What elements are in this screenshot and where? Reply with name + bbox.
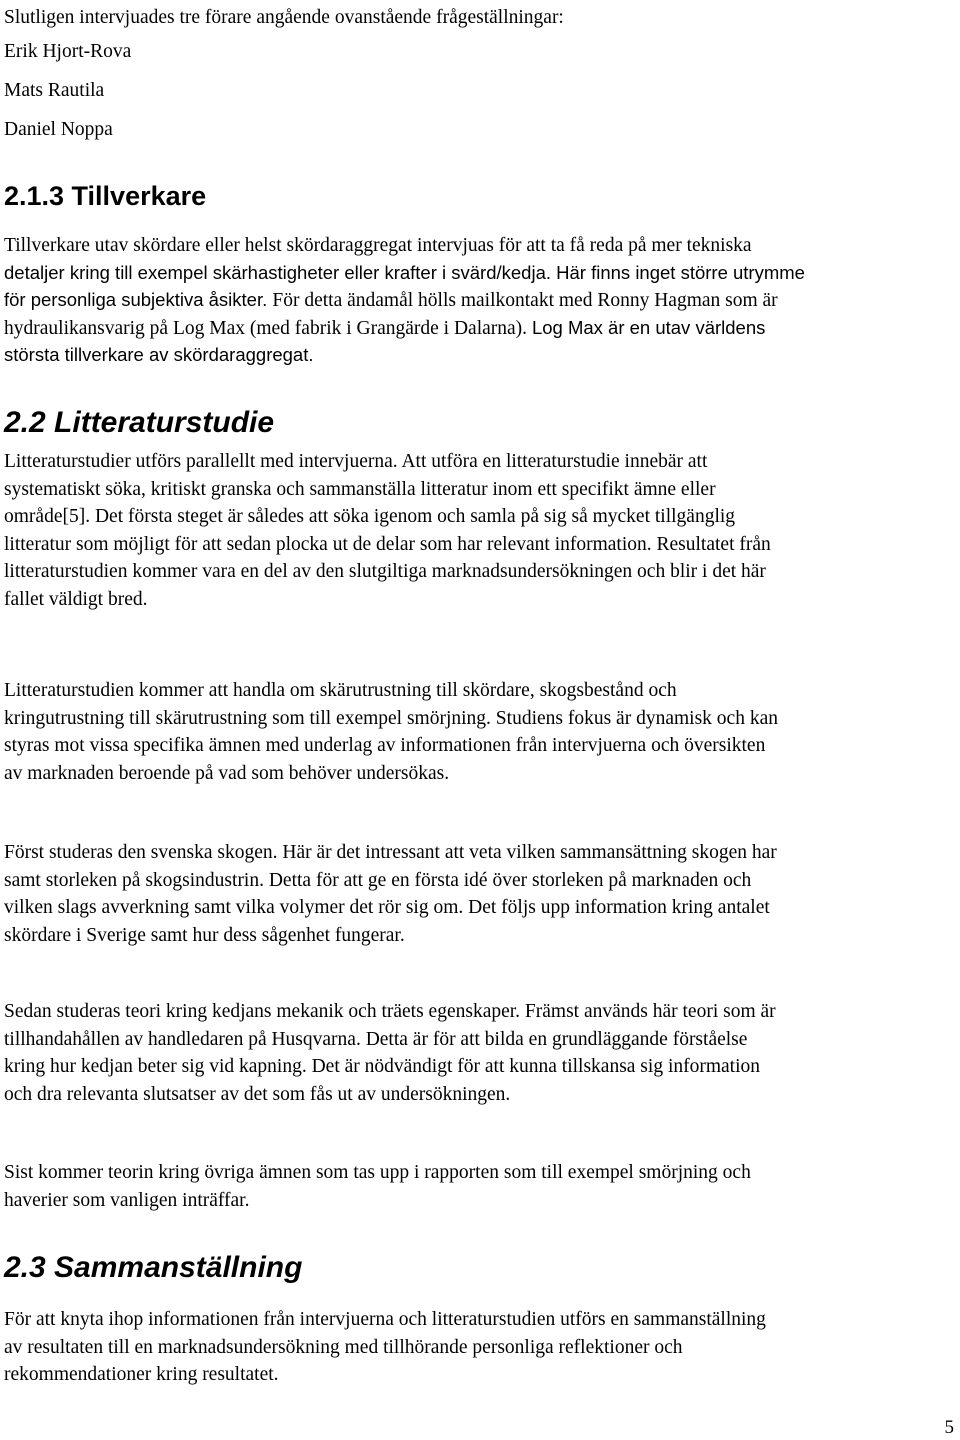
paragraph-line: fallet väldigt bred.: [4, 588, 148, 610]
section-heading-2-2: 2.2 Litteraturstudie: [4, 406, 275, 439]
paragraph-line: kring hur kedjan beter sig vid kapning. Det är nödvändigt för att kunna tillskansa sig information: [4, 1056, 761, 1077]
paragraph-line: vilken slags avverkning samt vilka volymer det rör sig om. Det följs upp information kring antalet: [4, 897, 770, 918]
paragraph-line: tillhandahållen av handledaren på Husqvarna. Detta är för att bilda en grundläggande förståelse: [4, 1028, 748, 1050]
paragraph-line: styras mot vissa specifika ämnen med underlag av informationen från intervjuerna och översikten: [4, 735, 766, 756]
driver-name: Erik Hjort-Rova: [4, 41, 132, 62]
paragraph-line: samt storleken på skogsindustrin. Detta för att ge en första idé över storleken på marknaden och: [4, 869, 752, 891]
paragraph-line: Först studeras den svenska skogen. Här är det intressant att veta vilken sammansättning skogen har: [4, 842, 777, 863]
section-heading-2-3: 2.3 Sammanställning: [4, 1251, 303, 1284]
line-segment: För detta ändamål hölls mailkontakt med Ronny Hagman som är: [272, 290, 778, 311]
paragraph: [4, 839, 956, 949]
line-segment: hydraulikansvarig på Log Max (med fabrik i Grangärde i Dalarna).: [4, 318, 532, 339]
line-segment: största tillverkare av skördaraggregat.: [4, 344, 314, 365]
paragraph-line: [4, 232, 752, 260]
paragraph: [4, 1306, 956, 1389]
paragraph: [4, 1159, 956, 1214]
page-number: 5: [944, 1417, 954, 1438]
line-segment: detaljer kring till exempel skärhastigheter eller krafter i svärd/kedja. Här finns inget större utrymme: [4, 262, 805, 283]
paragraph-line: litteratur som möjligt för att sedan plocka ut de delar som har relevant information. Resultatet från: [4, 533, 771, 555]
paragraph-line: kringutrustning till skärutrustning som till exempel smörjning. Studiens fokus är dynamisk och kan: [4, 707, 778, 729]
paragraph-line: område[5]. Det första steget är således att söka igenom och samla på sig så mycket tillgänglig: [4, 506, 736, 527]
paragraph-line: haverier som vanligen inträffar.: [4, 1189, 250, 1211]
line-segment: för personliga subjektiva åsikter.: [4, 289, 273, 310]
driver-name: Mats Rautila: [4, 80, 105, 101]
paragraph-line: Sedan studeras teori kring kedjans mekanik och träets egenskaper. Främst används här teori som är: [4, 1001, 776, 1022]
paragraph-line: rekommendationer kring resultatet.: [4, 1364, 279, 1385]
paragraph-line: [4, 314, 765, 343]
intro-line: Slutligen intervjuades tre förare angående ovanstående frågeställningar:: [4, 7, 564, 28]
paragraph-line: systematiskt söka, kritiskt granska och sammanställa litteratur inom ett specifikt ämne eller: [4, 478, 716, 500]
paragraph: [4, 677, 956, 787]
paragraph-line: av marknaden beroende på vad som behöver undersökas.: [4, 762, 450, 784]
paragraph-line: [4, 259, 805, 287]
paragraph: [4, 448, 956, 613]
paragraph-line: Sist kommer teorin kring övriga ämnen som tas upp i rapporten som till exempel smörjning och: [4, 1162, 751, 1183]
paragraph-line: Litteraturstudier utförs parallellt med intervjuerna. Att utföra en litteraturstudie innebär att: [4, 451, 708, 472]
paragraph-line: och dra relevanta slutsatser av det som fås ut av undersökningen.: [4, 1083, 511, 1105]
paragraph-line: Litteraturstudien kommer att handla om skärutrustning till skördare, skogsbestånd och: [4, 680, 677, 701]
line-segment: Log Max är en utav världens: [531, 317, 766, 338]
paragraph-line: av resultaten till en marknadsundersökning med tillhörande personliga reflektioner och: [4, 1336, 683, 1358]
paragraph-line: [4, 341, 314, 369]
driver-name: Daniel Noppa: [4, 119, 113, 140]
paragraph: [4, 998, 956, 1108]
paragraph-line: För att knyta ihop informationen från intervjuerna och litteraturstudien utförs en sammanställning: [4, 1309, 766, 1330]
paragraph-line: litteraturstudien kommer vara en del av den slutgiltiga marknadsundersökningen och blir i det här: [4, 561, 766, 582]
paragraph-line: [4, 286, 778, 315]
paragraph-line: skördare i Sverige samt hur dess sågenhet fungerar.: [4, 924, 405, 946]
line-segment: Tillverkare utav skördare eller helst skördaraggregat intervjuas för att ta få reda på mer tekniska: [4, 235, 752, 256]
section-heading-2-1-3: 2.1.3 Tillverkare: [4, 181, 207, 211]
